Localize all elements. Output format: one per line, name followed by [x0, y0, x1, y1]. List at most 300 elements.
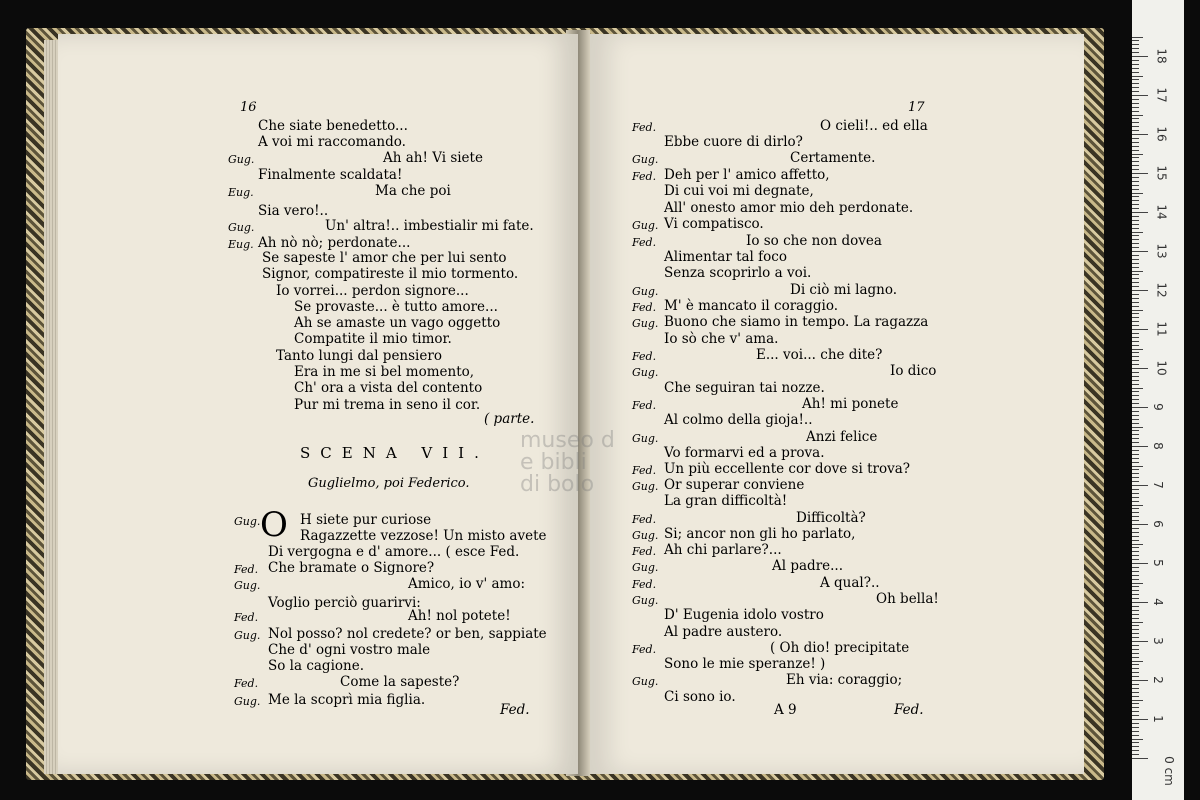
ruler-tick [1132, 614, 1139, 615]
ruler-tick [1132, 146, 1139, 147]
ruler-tick [1132, 622, 1143, 623]
speaker-label: Gug. [632, 366, 659, 379]
ruler-tick [1132, 450, 1139, 451]
text-line: Ah se amaste un vago oggetto [294, 315, 501, 331]
ruler-tick [1132, 349, 1143, 350]
text-line: Compatite il mio timor. [294, 331, 452, 347]
ruler-tick [1132, 107, 1139, 108]
ruler-tick [1132, 575, 1139, 576]
text-line: La gran difficoltà! [664, 493, 788, 509]
ruler-tick [1132, 37, 1143, 38]
ruler-number: 16 [1154, 126, 1169, 142]
ruler-tick [1132, 239, 1139, 240]
text-line: M' è mancato il coraggio. [664, 298, 839, 314]
watermark-line: museo d [520, 428, 615, 453]
text-line: So la cagione. [268, 658, 364, 674]
page-number-left: 16 [240, 100, 257, 115]
ruler-tick [1132, 126, 1139, 127]
ruler-tick [1132, 653, 1139, 654]
text-line: Sia vero!.. [258, 203, 329, 219]
text-line: Se sapeste l' amor che per lui sento [262, 250, 507, 266]
ruler-tick [1132, 637, 1139, 638]
ruler-tick [1132, 333, 1139, 334]
speaker-label: Eug. [228, 238, 254, 251]
speaker-label: Gug. [234, 579, 261, 592]
text-line: Io dico [890, 363, 937, 379]
text-line: Di vergogna e d' amore... ( esce Fed. [268, 544, 520, 560]
ruler-tick [1132, 329, 1148, 330]
text-line: A qual?.. [820, 575, 880, 591]
ruler-tick [1132, 505, 1143, 506]
ruler-number: 3 [1150, 637, 1165, 645]
ruler-tick [1132, 224, 1139, 225]
ruler-tick [1132, 356, 1139, 357]
speaker-label: Fed. [632, 399, 657, 412]
ruler-tick [1132, 723, 1139, 724]
ruler-tick [1132, 360, 1139, 361]
speaker-label: Fed. [632, 121, 657, 134]
text-line: Al padre... [772, 558, 844, 574]
ruler-tick [1132, 594, 1139, 595]
text-line: Come la sapeste? [340, 674, 460, 690]
ruler-tick [1132, 692, 1139, 693]
speaker-label: Fed. [234, 677, 259, 690]
text-line: Io sò che v' ama. [664, 331, 779, 347]
ruler-tick [1132, 524, 1148, 525]
ruler-tick [1132, 72, 1139, 73]
text-line: Buono che siamo in tempo. La ragazza [664, 314, 929, 330]
speaker-label: Fed. [632, 350, 657, 363]
text-line: ( Oh dio! precipitate [770, 640, 910, 656]
text-line: Ah! nol potete! [408, 608, 511, 624]
ruler-tick [1132, 142, 1139, 143]
ruler-label: 0 cm [1161, 756, 1176, 786]
ruler-tick [1132, 196, 1139, 197]
ruler-tick [1132, 372, 1139, 373]
watermark-line: e bibli [520, 450, 587, 475]
text-line: Ma che poi [375, 183, 451, 199]
ruler-tick [1132, 438, 1139, 439]
speaker-label: Fed. [632, 301, 657, 314]
ruler-tick [1132, 547, 1139, 548]
scene-title: SCENA VII. [300, 444, 489, 462]
ruler-tick [1132, 364, 1139, 365]
ruler-tick [1132, 758, 1148, 759]
ruler-tick [1132, 56, 1148, 57]
text-line: Signor, compatireste il mio tormento. [262, 266, 519, 282]
ruler-tick [1132, 485, 1148, 486]
ruler-tick [1132, 579, 1139, 580]
ruler-tick [1132, 313, 1139, 314]
ruler-tick [1132, 489, 1139, 490]
ruler-tick [1132, 388, 1143, 389]
ruler-tick [1132, 571, 1139, 572]
text-line: Anzi felice [806, 429, 878, 445]
ruler-tick [1132, 508, 1139, 509]
ruler-tick [1132, 64, 1139, 65]
scene-characters: Guglielmo, poi Federico. [308, 476, 470, 491]
ruler-tick [1132, 680, 1148, 681]
ruler-tick [1132, 200, 1139, 201]
speaker-label: Eug. [228, 186, 254, 199]
ruler-tick [1132, 278, 1139, 279]
ruler-tick [1132, 746, 1139, 747]
speaker-label: Gug. [234, 515, 261, 528]
text-line: D' Eugenia idolo vostro [664, 607, 824, 623]
ruler-tick [1132, 481, 1139, 482]
ruler-tick [1132, 341, 1139, 342]
ruler-tick [1132, 87, 1139, 88]
ruler-tick [1132, 430, 1139, 431]
ruler-tick [1132, 193, 1143, 194]
ruler-tick [1132, 520, 1139, 521]
speaker-label: Fed. [632, 578, 657, 591]
text-line: Che d' ogni vostro male [268, 642, 431, 658]
ruler-number: 4 [1150, 598, 1165, 606]
ruler-tick [1132, 118, 1139, 119]
text-line: Al padre austero. [664, 624, 783, 640]
ruler-tick [1132, 150, 1139, 151]
ruler-tick [1132, 735, 1139, 736]
page-number-right: 17 [908, 100, 925, 115]
ruler-tick [1132, 684, 1139, 685]
ruler-tick [1132, 497, 1139, 498]
speaker-label: Fed. [632, 643, 657, 656]
ruler-number: 2 [1150, 676, 1165, 684]
text-line: Di ciò mi lagno. [790, 282, 898, 298]
ruler-tick [1132, 99, 1139, 100]
ruler-tick [1132, 40, 1139, 41]
ruler-tick [1132, 625, 1139, 626]
text-line: Certamente. [790, 150, 876, 166]
ruler-tick [1132, 122, 1139, 123]
ruler-tick [1132, 641, 1148, 642]
ruler-tick [1132, 672, 1139, 673]
watermark [520, 430, 615, 496]
ruler-tick [1132, 466, 1143, 467]
ruler-tick [1132, 719, 1148, 720]
ruler-tick [1132, 399, 1139, 400]
text-line: Senza scoprirlo a voi. [664, 265, 812, 281]
speaker-label: Gug. [632, 561, 659, 574]
ruler-tick [1132, 493, 1139, 494]
text-line: Al colmo della gioja!.. [664, 412, 813, 428]
ruler-tick [1132, 325, 1139, 326]
ruler-tick [1132, 473, 1139, 474]
speaker-label: Fed. [632, 513, 657, 526]
text-line: Se provaste... è tutto amore... [294, 299, 498, 315]
speaker-label: Fed. [234, 563, 259, 576]
ruler-tick [1132, 598, 1139, 599]
ruler-tick [1132, 368, 1148, 369]
text-line: Oh bella! [876, 591, 939, 607]
ruler-tick [1132, 411, 1139, 412]
text-line: Deh per l' amico affetto, [664, 167, 830, 183]
ruler-tick [1132, 216, 1139, 217]
ruler-tick [1132, 111, 1139, 112]
text-line: Un' altra!.. imbestialir mi fate. [325, 218, 534, 234]
ruler-tick [1132, 731, 1139, 732]
ruler-tick [1132, 115, 1143, 116]
ruler-tick [1132, 251, 1148, 252]
ruler-tick [1132, 567, 1139, 568]
speaker-label: Fed. [632, 545, 657, 558]
ruler-tick [1132, 739, 1143, 740]
ruler-tick [1132, 271, 1143, 272]
text-line: Ah! mi ponete [802, 396, 899, 412]
text-line: Or superar conviene [664, 477, 805, 493]
text-line: Che siate benedetto... [258, 118, 408, 134]
text-line: Io so che non dovea [746, 233, 882, 249]
ruler-tick [1132, 290, 1148, 291]
ruler-tick [1132, 407, 1148, 408]
text-line: Ragazzette vezzose! Un misto avete [300, 528, 547, 544]
ruler-tick [1132, 317, 1139, 318]
ruler-tick [1132, 274, 1139, 275]
speaker-label: Gug. [632, 219, 659, 232]
ruler-tick [1132, 532, 1139, 533]
ruler-tick [1132, 477, 1139, 478]
ruler-tick [1132, 442, 1139, 443]
speaker-label: Gug. [228, 153, 255, 166]
ruler-tick [1132, 700, 1143, 701]
ruler-tick [1132, 423, 1139, 424]
speaker-label: Fed. [234, 611, 259, 624]
ruler-tick [1132, 44, 1139, 45]
text-line: Ch' ora a vista del contento [294, 380, 483, 396]
ruler-tick [1132, 563, 1148, 564]
ruler-tick [1132, 668, 1139, 669]
ruler-tick [1132, 95, 1148, 96]
drop-cap: O [260, 505, 288, 545]
ruler-number: 5 [1150, 559, 1165, 567]
ruler-tick [1132, 427, 1143, 428]
speaker-label: Gug. [632, 317, 659, 330]
ruler-tick [1132, 337, 1139, 338]
ruler-tick [1132, 419, 1139, 420]
text-line: Fed. [500, 702, 530, 718]
ruler-tick [1132, 606, 1139, 607]
ruler-tick [1132, 645, 1139, 646]
ruler-tick [1132, 48, 1139, 49]
ruler-tick [1132, 544, 1143, 545]
text-line: E... voi... che dite? [756, 347, 883, 363]
ruler-tick [1132, 395, 1139, 396]
speaker-label: Gug. [632, 432, 659, 445]
ruler-tick [1132, 664, 1139, 665]
text-line: Ah chi parlare?... [664, 542, 782, 558]
ruler-tick [1132, 446, 1148, 447]
ruler-tick [1132, 345, 1139, 346]
ruler-tick [1132, 754, 1139, 755]
text-line: Un più eccellente cor dove si trova? [664, 461, 910, 477]
measuring-ruler [1132, 0, 1184, 800]
ruler-tick [1132, 380, 1139, 381]
ruler-tick [1132, 711, 1139, 712]
text-line: O cieli!.. ed ella [820, 118, 928, 134]
ruler-tick [1132, 469, 1139, 470]
text-line: Che bramate o Signore? [268, 560, 435, 576]
speaker-label: Gug. [228, 221, 255, 234]
text-line: Vi compatisco. [664, 216, 764, 232]
ruler-tick [1132, 742, 1139, 743]
ruler-number: 17 [1154, 87, 1169, 103]
speaker-label: Gug. [632, 594, 659, 607]
text-line: Nol posso? nol credete? or ben, sappiate [268, 626, 547, 642]
ruler-tick [1132, 169, 1139, 170]
text-line: Si; ancor non gli ho parlato, [664, 526, 856, 542]
text-line: Finalmente scaldata! [258, 167, 403, 183]
ruler-tick [1132, 243, 1139, 244]
ruler-tick [1132, 676, 1139, 677]
ruler-tick [1132, 52, 1139, 53]
ruler-tick [1132, 696, 1139, 697]
text-line: Che seguiran tai nozze. [664, 380, 825, 396]
ruler-tick [1132, 458, 1139, 459]
watermark-line: di bolo [520, 472, 595, 497]
speaker-label: Fed. [632, 170, 657, 183]
ruler-tick [1132, 259, 1139, 260]
ruler-tick [1132, 247, 1139, 248]
text-line: Me la scoprì mia figlia. [268, 692, 426, 708]
ruler-tick [1132, 173, 1148, 174]
ruler-tick [1132, 602, 1148, 603]
speaker-label: Gug. [632, 285, 659, 298]
ruler-tick [1132, 516, 1139, 517]
ruler-tick [1132, 181, 1139, 182]
ruler-number: 13 [1154, 243, 1169, 259]
ruler-tick [1132, 220, 1139, 221]
ruler-tick [1132, 551, 1139, 552]
ruler-number: 7 [1150, 481, 1165, 489]
ruler-tick [1132, 255, 1139, 256]
ruler-tick [1132, 161, 1139, 162]
ruler-tick [1132, 157, 1139, 158]
ruler-tick [1132, 555, 1139, 556]
catchword: Fed. [894, 702, 924, 718]
ruler-tick [1132, 204, 1139, 205]
ruler-tick [1132, 91, 1139, 92]
ruler-tick [1132, 661, 1143, 662]
ruler-number: 18 [1154, 48, 1169, 64]
speaker-label: Gug. [234, 629, 261, 642]
ruler-tick [1132, 434, 1139, 435]
ruler-tick [1132, 629, 1139, 630]
ruler-tick [1132, 540, 1139, 541]
text-line: Alimentar tal foco [664, 249, 787, 265]
ruler-tick [1132, 657, 1139, 658]
ruler-number: 8 [1150, 442, 1165, 450]
text-line: Ci sono io. [664, 689, 736, 705]
ruler-tick [1132, 282, 1139, 283]
text-line: Sono le mie speranze! ) [664, 656, 826, 672]
ruler-number: 6 [1150, 520, 1165, 528]
text-line: Tanto lungi dal pensiero [276, 348, 442, 364]
ruler-tick [1132, 512, 1139, 513]
ruler-tick [1132, 583, 1143, 584]
ruler-tick [1132, 60, 1139, 61]
ruler-tick [1132, 185, 1139, 186]
ruler-tick [1132, 298, 1139, 299]
ruler-tick [1132, 707, 1139, 708]
ruler-tick [1132, 536, 1139, 537]
ruler-tick [1132, 138, 1139, 139]
text-line: All' onesto amor mio deh perdonate. [664, 200, 914, 216]
ruler-tick [1132, 750, 1139, 751]
ruler-tick [1132, 391, 1139, 392]
ruler-tick [1132, 618, 1139, 619]
ruler-tick [1132, 302, 1139, 303]
ruler-number: 9 [1150, 403, 1165, 411]
ruler-number: 12 [1154, 282, 1169, 298]
ruler-tick [1132, 559, 1139, 560]
speaker-label: Gug. [632, 529, 659, 542]
ruler-number: 11 [1154, 321, 1169, 337]
ruler-tick [1132, 462, 1139, 463]
ruler-tick [1132, 528, 1139, 529]
ruler-tick [1132, 263, 1139, 264]
ruler-tick [1132, 134, 1148, 135]
ruler-tick [1132, 376, 1139, 377]
ruler-tick [1132, 232, 1143, 233]
ruler-tick [1132, 165, 1139, 166]
speaker-label: Gug. [234, 695, 261, 708]
ruler-number: 14 [1154, 204, 1169, 220]
ruler-tick [1132, 306, 1139, 307]
speaker-label: Fed. [632, 464, 657, 477]
ruler-tick [1132, 649, 1139, 650]
ruler-tick [1132, 286, 1139, 287]
ruler-tick [1132, 294, 1139, 295]
ruler-tick [1132, 633, 1139, 634]
text-line: Pur mi trema in seno il cor. [294, 397, 481, 413]
text-line: Vo formarvi ed a prova. [664, 445, 825, 461]
ruler-tick [1132, 189, 1139, 190]
ruler-tick [1132, 228, 1139, 229]
ruler-tick [1132, 177, 1139, 178]
speaker-label: Gug. [632, 675, 659, 688]
ruler-tick [1132, 68, 1139, 69]
ruler-tick [1132, 321, 1139, 322]
text-line: Eh via: coraggio; [786, 672, 903, 688]
ruler-tick [1132, 586, 1139, 587]
ruler-tick [1132, 212, 1148, 213]
text-line: Ebbe cuore di dirlo? [664, 134, 803, 150]
text-line: Voglio perciò guarirvi: [268, 595, 421, 611]
text-line: Ah nò nò; perdonate... [258, 235, 411, 251]
ruler-tick [1132, 384, 1139, 385]
ruler-tick [1132, 310, 1143, 311]
ruler-tick [1132, 501, 1139, 502]
text-line: Ah ah! Vi siete [383, 150, 483, 166]
text-line: Di cui voi mi degnate, [664, 183, 814, 199]
ruler-tick [1132, 415, 1139, 416]
text-line: ( parte. [484, 411, 535, 427]
text-line: Io vorrei... perdon signore... [276, 283, 469, 299]
text-line: Amico, io v' amo: [408, 576, 526, 592]
ruler-tick [1132, 688, 1139, 689]
ruler-tick [1132, 154, 1143, 155]
speaker-label: Fed. [632, 236, 657, 249]
ruler-tick [1132, 727, 1139, 728]
ruler-number: 15 [1154, 165, 1169, 181]
ruler-tick [1132, 79, 1139, 80]
ruler-tick [1132, 703, 1139, 704]
text-line: A voi mi raccomando. [258, 134, 406, 150]
ruler-tick [1132, 103, 1139, 104]
ruler-tick [1132, 715, 1139, 716]
ruler-tick [1132, 208, 1139, 209]
